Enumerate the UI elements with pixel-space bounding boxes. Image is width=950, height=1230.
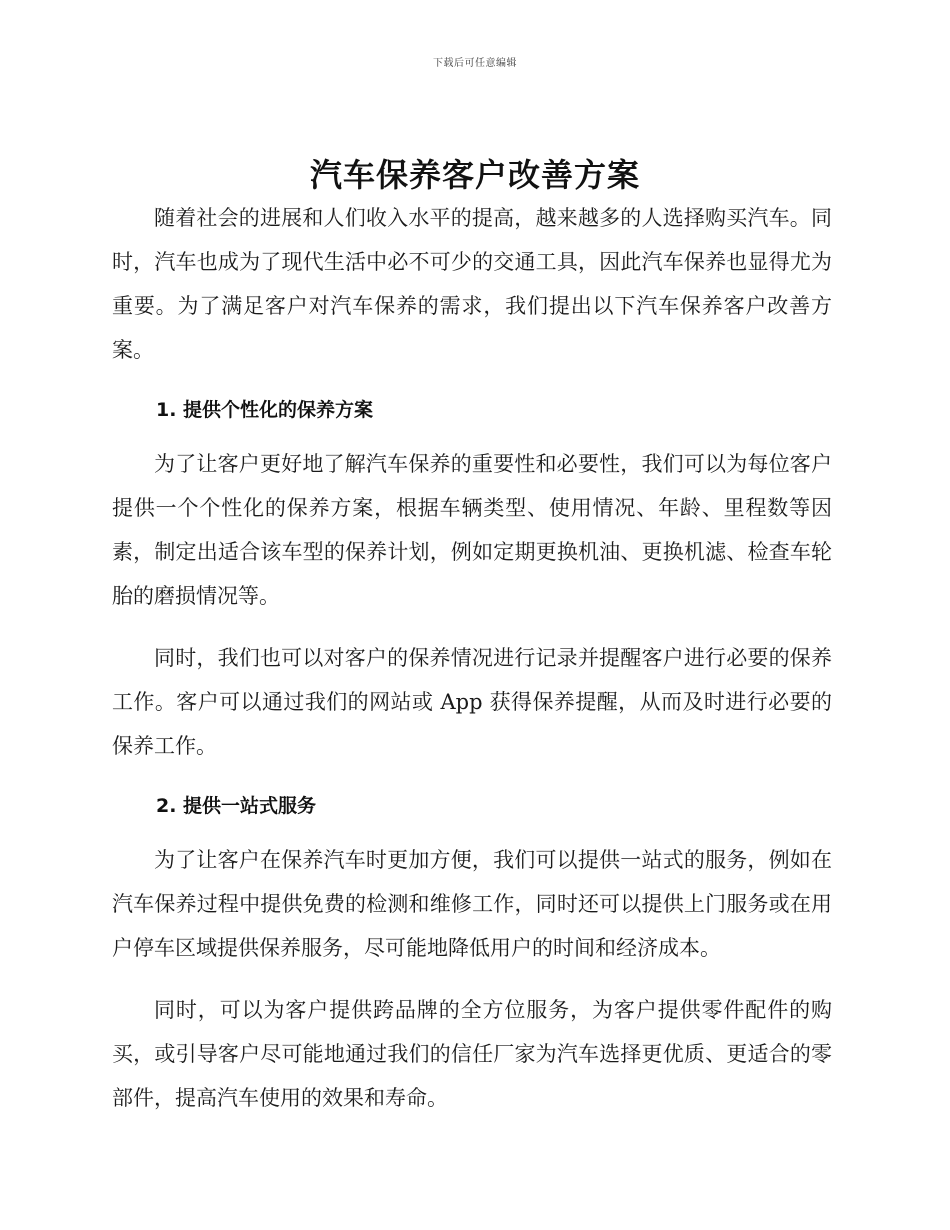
section-heading-1: 1. 提供个性化的保养方案 xyxy=(156,399,374,421)
section-2-paragraph-1: 为了让客户在保养汽车时更加方便，我们可以提供一站式的服务，例如在汽车保养过程中提供免费的检测和维修工作，同时还可以提供上门服务或在用户停车区域提供保养服务，尽可能地降低用户的时间和经济成本。 xyxy=(112,848,832,960)
document-body xyxy=(112,196,832,1138)
section-1-paragraph-1: 为了让客户更好地了解汽车保养的重要性和必要性，我们可以为每位客户提供一个个性化的保养方案，根据车辆类型、使用情况、年龄、里程数等因素，制定出适合该车型的保养计划，例如定期更换机油、更换机滤、检查车轮胎的磨损情况等。 xyxy=(112,452,832,608)
section-heading-2: 2. 提供一站式服务 xyxy=(156,795,317,817)
header-note: 下载后可任意编辑 xyxy=(433,58,517,69)
section-1-paragraph-2: 同时，我们也可以对客户的保养情况进行记录并提醒客户进行必要的保养工作。客户可以通过我们的网站或 App 获得保养提醒，从而及时进行必要的保养工作。 xyxy=(112,646,832,758)
document-title: 汽车保养客户改善方案 xyxy=(309,156,640,194)
intro-paragraph: 随着社会的进展和人们收入水平的提高，越来越多的人选择购买汽车。同时，汽车也成为了现代生活中必不可少的交通工具，因此汽车保养也显得尤为重要。为了满足客户对汽车保养的需求，我们提出以下汽车保养客户改善方案。 xyxy=(112,206,832,362)
section-2-paragraph-2: 同时，可以为客户提供跨品牌的全方位服务，为客户提供零件配件的购买，或引导客户尽可能地通过我们的信任厂家为汽车选择更优质、更适合的零部件，提高汽车使用的效果和寿命。 xyxy=(112,998,832,1110)
